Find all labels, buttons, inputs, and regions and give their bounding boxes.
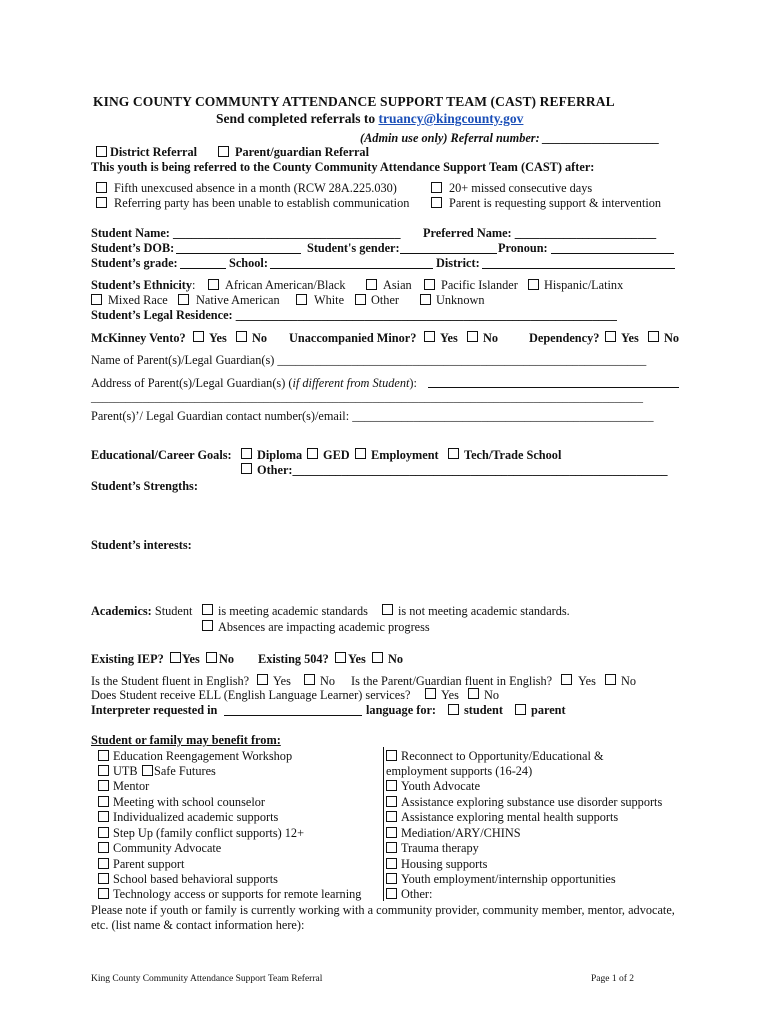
benefit-right-6-checkbox[interactable] [386, 858, 397, 869]
student-fluent-label: Is the Student fluent in English? [91, 674, 250, 688]
send-prefix: Send completed referrals to [216, 111, 379, 126]
ethnicity-colon: : [192, 278, 196, 292]
gender-label: Student's gender: [307, 241, 400, 255]
academics-line [91, 604, 192, 618]
language-for-label: language for: [366, 703, 437, 717]
benefit-left-8-checkbox[interactable] [98, 873, 109, 884]
ethnicity-native-label: Native American [196, 293, 280, 307]
benefit-right-1-checkbox[interactable] [386, 780, 397, 791]
benefit-right-4-label: Mediation/ARY/CHINS [401, 826, 521, 840]
benefit-left-2-label: Mentor [113, 779, 150, 793]
academics-student: Student [154, 604, 193, 618]
benefit-left-4-label: Individualized academic supports [113, 810, 279, 824]
student-name-field[interactable]: Student Name: _____________________________________ [91, 226, 401, 240]
parent-referral-checkbox[interactable] [218, 146, 229, 157]
send-line [216, 112, 523, 126]
ell-label: Does Student receive ELL (English Language Learner) services? [91, 688, 411, 702]
goal-employment-checkbox[interactable] [355, 448, 366, 459]
academics-not-meeting-label: is not meeting academic standards. [398, 604, 570, 618]
reason-missed-days-checkbox[interactable] [431, 182, 442, 193]
mckinney-yes-label: Yes [209, 331, 227, 345]
ethnicity-label-text: Student’s Ethnicity [91, 278, 193, 292]
form-title: KING COUNTY COMMUNTY ATTENDANCE SUPPORT TEAM (CAST) REFERRAL [93, 94, 615, 109]
benefit-left-4-checkbox[interactable] [98, 811, 109, 822]
academics-meeting-checkbox[interactable] [202, 604, 213, 615]
student-fluent-no-checkbox[interactable] [304, 674, 315, 685]
dob-input-line[interactable] [176, 253, 301, 254]
benefits-column-divider [383, 747, 384, 901]
provider-note-line1: Please note if youth or family is currently working with a community provider, community member, mentor, advocate, [91, 903, 675, 917]
benefit-right-4-checkbox[interactable] [386, 827, 397, 838]
parent-fluent-yes-label: Yes [578, 674, 596, 688]
academics-not-meeting-checkbox[interactable] [382, 604, 393, 615]
benefit-left-6-checkbox[interactable] [98, 842, 109, 853]
dependency-yes-checkbox[interactable] [605, 331, 616, 342]
benefit-safe-futures-label: Safe Futures [154, 764, 216, 778]
reason-fifth-absence-checkbox[interactable] [96, 182, 107, 193]
benefit-right-3-checkbox[interactable] [386, 811, 397, 822]
ethnicity-african-label: African American/Black [225, 278, 346, 292]
unaccompanied-no-label: No [483, 331, 499, 345]
interpreter-parent-checkbox[interactable] [515, 704, 526, 715]
school-label: School: [229, 256, 268, 270]
goal-other-checkbox[interactable] [241, 463, 252, 474]
unaccompanied-label: Unaccompanied Minor? [289, 331, 417, 345]
s504-label: Existing 504? [258, 652, 329, 666]
gender-input-line[interactable] [400, 253, 497, 254]
ell-yes-checkbox[interactable] [425, 688, 436, 699]
benefit-left-0-checkbox[interactable] [98, 750, 109, 761]
pronoun-input-line[interactable] [551, 253, 674, 254]
benefit-left-0-label: Education Reengagement Workshop [113, 749, 293, 763]
email-link[interactable]: truancy@kingcounty.gov [378, 111, 524, 126]
legal-residence-field[interactable]: Student’s Legal Residence: ______________________________________________________________ [91, 308, 617, 322]
s504-no-label: No [388, 652, 404, 666]
iep-yes-label: Yes [182, 652, 200, 666]
iep-no-label: No [219, 652, 235, 666]
goal-other-field[interactable]: Other:_____________________________________________________________ [257, 463, 668, 477]
student-fluent-no-label: No [320, 674, 336, 688]
parent-fluent-no-checkbox[interactable] [605, 674, 616, 685]
benefit-left-6-label: Community Advocate [113, 841, 222, 855]
benefit-right-1-label: Youth Advocate [401, 779, 481, 793]
academics-label: Academics: [91, 604, 152, 618]
district-referral-label: District Referral [110, 145, 198, 159]
benefit-left-3-label: Meeting with school counselor [113, 795, 265, 809]
academics-meeting-label: is meeting academic standards [218, 604, 368, 618]
ethnicity-unknown-checkbox[interactable] [420, 294, 431, 305]
goal-diploma-checkbox[interactable] [241, 448, 252, 459]
dependency-no-checkbox[interactable] [648, 331, 659, 342]
goal-ged-label: GED [323, 448, 350, 462]
interpreter-student-label: student [464, 703, 503, 717]
mckinney-yes-checkbox[interactable] [193, 331, 204, 342]
guardian-address-italic: if different from Student [292, 376, 410, 390]
benefits-heading: Student or family may benefit from: [91, 733, 281, 747]
footer-title: King County Community Attendance Support Team Referral [91, 974, 323, 984]
interpreter-parent-label: parent [531, 703, 566, 717]
student-fluent-yes-label: Yes [273, 674, 291, 688]
grade-input-line[interactable] [180, 268, 226, 269]
reason-no-communication-label: Referring party has been unable to establish communication [114, 196, 410, 210]
mckinney-label: McKinney Vento? [91, 331, 186, 345]
benefit-left-7-checkbox[interactable] [98, 858, 109, 869]
ethnicity-other-label: Other [371, 293, 399, 307]
ethnicity-label [91, 278, 195, 292]
guardian-address-label [91, 376, 417, 390]
iep-no-checkbox[interactable] [206, 652, 217, 663]
s504-no-checkbox[interactable] [372, 652, 383, 663]
interpreter-language-input-line[interactable] [224, 715, 362, 716]
ethnicity-pacific-checkbox[interactable] [424, 279, 435, 290]
ethnicity-hispanic-checkbox[interactable] [528, 279, 539, 290]
benefit-right-3-label: Assistance exploring mental health supports [401, 810, 619, 824]
ell-no-label: No [484, 688, 500, 702]
benefit-left-2-checkbox[interactable] [98, 780, 109, 791]
goal-ged-checkbox[interactable] [307, 448, 318, 459]
reason-no-communication-checkbox[interactable] [96, 197, 107, 208]
academics-absences-checkbox[interactable] [202, 620, 213, 631]
benefit-right-8-checkbox[interactable] [386, 888, 397, 899]
parent-referral-label: Parent/guardian Referral [235, 145, 369, 159]
benefit-right-8-label: Other: [401, 887, 433, 901]
ethnicity-unknown-label: Unknown [436, 293, 485, 307]
benefit-left-7-label: Parent support [113, 857, 185, 871]
ethnicity-mixed-checkbox[interactable] [91, 294, 102, 305]
benefit-right-6-label: Housing supports [401, 857, 488, 871]
guardian-address-suffix: ): [409, 376, 417, 390]
benefit-right-2-label: Assistance exploring substance use disorder supports [401, 795, 663, 809]
referral-intro: This youth is being referred to the County Community Attendance Support Team (CAST) after: [91, 160, 595, 174]
pronoun-label: Pronoun: [498, 241, 548, 255]
strengths-label: Student’s Strengths: [91, 479, 198, 493]
iep-yes-checkbox[interactable] [170, 652, 181, 663]
goals-label: Educational/Career Goals: [91, 448, 232, 462]
ethnicity-native-checkbox[interactable] [178, 294, 189, 305]
guardian-name-field[interactable]: Name of Parent(s)/Legal Guardian(s) ____________________________________________________________ [91, 353, 647, 367]
ethnicity-pacific-label: Pacific Islander [441, 278, 518, 292]
ethnicity-white-label: White [314, 293, 345, 307]
ethnicity-mixed-label: Mixed Race [108, 293, 168, 307]
academics-absences-label: Absences are impacting academic progress [218, 620, 430, 634]
benefit-right-0-checkbox[interactable] [386, 750, 397, 761]
ell-yes-label: Yes [441, 688, 459, 702]
goal-employment-label: Employment [371, 448, 439, 462]
benefit-safe-futures-checkbox[interactable] [142, 765, 153, 776]
benefit-left-9-label: Technology access or supports for remote learning [113, 887, 362, 901]
benefit-left-5-checkbox[interactable] [98, 827, 109, 838]
parent-fluent-label: Is the Parent/Guardian fluent in English? [351, 674, 553, 688]
district-label: District: [436, 256, 480, 270]
goal-tech-checkbox[interactable] [448, 448, 459, 459]
iep-label: Existing IEP? [91, 652, 164, 666]
benefit-left-9-checkbox[interactable] [98, 888, 109, 899]
dependency-yes-label: Yes [621, 331, 639, 345]
guardian-address-continuation[interactable]: ________________________________________________________________________________________________ [91, 392, 643, 404]
benefit-right-0-continuation: employment supports (16-24) [386, 764, 533, 778]
goal-tech-label: Tech/Trade School [464, 448, 562, 462]
reason-fifth-absence-label: Fifth unexcused absence in a month (RCW 28A.225.030) [114, 181, 397, 195]
benefit-left-3-checkbox[interactable] [98, 796, 109, 807]
mckinney-no-label: No [252, 331, 268, 345]
unaccompanied-no-checkbox[interactable] [467, 331, 478, 342]
unaccompanied-yes-label: Yes [440, 331, 458, 345]
ethnicity-other-checkbox[interactable] [355, 294, 366, 305]
benefit-right-5-label: Trauma therapy [401, 841, 479, 855]
interpreter-student-checkbox[interactable] [448, 704, 459, 715]
benefit-right-7-checkbox[interactable] [386, 873, 397, 884]
admin-referral-number: (Admin use only) Referral number: ___________________ [360, 131, 660, 145]
interests-label: Student’s interests: [91, 538, 192, 552]
district-referral-checkbox[interactable] [96, 146, 107, 157]
benefit-left-5-label: Step Up (family conflict supports) 12+ [113, 826, 305, 840]
parent-fluent-yes-checkbox[interactable] [561, 674, 572, 685]
benefit-right-7-label: Youth employment/internship opportunities [401, 872, 616, 886]
benefit-right-5-checkbox[interactable] [386, 842, 397, 853]
ethnicity-african-checkbox[interactable] [208, 279, 219, 290]
provider-note-line2: etc. (list name & contact information here): [91, 918, 305, 932]
interpreter-label: Interpreter requested in [91, 703, 218, 717]
dependency-label: Dependency? [529, 331, 600, 345]
ell-no-checkbox[interactable] [468, 688, 479, 699]
benefit-left-8-label: School based behavioral supports [113, 872, 278, 886]
unaccompanied-yes-checkbox[interactable] [424, 331, 435, 342]
school-input-line[interactable] [270, 268, 433, 269]
district-input-line[interactable] [482, 268, 675, 269]
reason-parent-request-checkbox[interactable] [431, 197, 442, 208]
ethnicity-asian-checkbox[interactable] [366, 279, 377, 290]
goal-diploma-label: Diploma [257, 448, 303, 462]
ethnicity-hispanic-label: Hispanic/Latinx [544, 278, 624, 292]
guardian-contact-field[interactable]: Parent(s)’/ Legal Guardian contact number(s)/email: _________________________________________________ [91, 409, 654, 423]
guardian-address-input-line[interactable] [428, 387, 679, 388]
benefit-utb-checkbox[interactable] [98, 765, 109, 776]
guardian-address-prefix: Address of Parent(s)/Legal Guardian(s) ( [91, 376, 293, 390]
ethnicity-asian-label: Asian [383, 278, 412, 292]
reason-missed-days-label: 20+ missed consecutive days [449, 181, 593, 195]
reason-parent-request-label: Parent is requesting support & intervention [449, 196, 662, 210]
dependency-no-label: No [664, 331, 680, 345]
grade-label: Student’s grade: [91, 256, 178, 270]
preferred-name-field[interactable]: Preferred Name: _______________________ [423, 226, 657, 240]
parent-fluent-no-label: No [621, 674, 637, 688]
benefit-utb-label: UTB [113, 764, 138, 778]
student-fluent-yes-checkbox[interactable] [257, 674, 268, 685]
s504-yes-label: Yes [348, 652, 366, 666]
mckinney-no-checkbox[interactable] [236, 331, 247, 342]
s504-yes-checkbox[interactable] [335, 652, 346, 663]
benefit-right-0-label: Reconnect to Opportunity/Educational & [401, 749, 604, 763]
benefit-right-2-checkbox[interactable] [386, 796, 397, 807]
page-number: Page 1 of 2 [591, 974, 635, 984]
ethnicity-white-checkbox[interactable] [296, 294, 307, 305]
dob-label: Student’s DOB: [91, 241, 175, 255]
